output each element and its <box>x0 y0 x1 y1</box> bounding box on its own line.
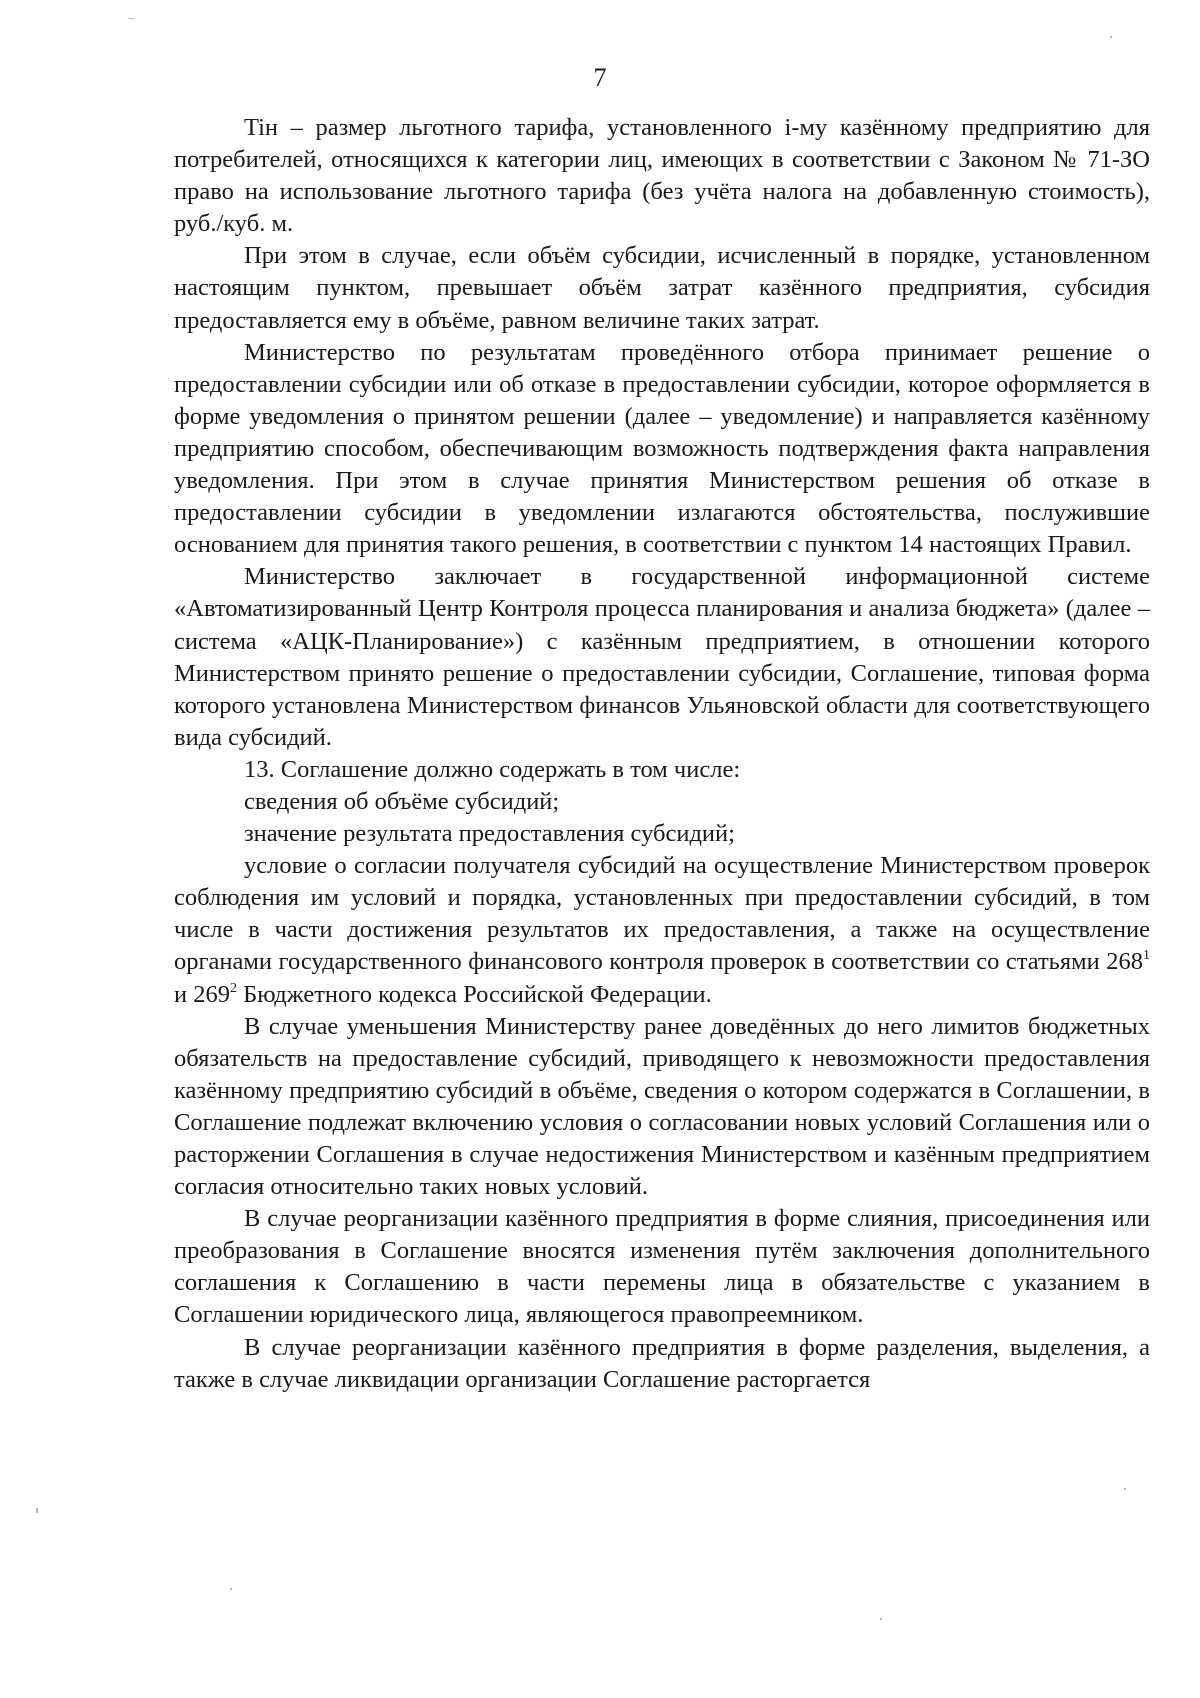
superscript-2: 2 <box>230 980 237 996</box>
list-item-consent-condition <box>174 850 1150 1010</box>
paragraph-tariff-definition: Tiн – размер льготного тарифа, установленного i-му казённому предприятию для потребителей, относящихся к категории лиц, имеющих в соответствии с Законом № 71-ЗО право на использование льготного тарифа (без учёта налога на добавленную стоимость), руб./куб. м. <box>174 114 1150 238</box>
paragraph-agreement-system: Министерство заключает в государственной информационной системе «Автоматизированный Центр Контроля процесса планирования и анализа бюджета» (далее – система «АЦК-Планирование») с казённым предприятием, в отношении которого Министерством принято решение о предоставлении субсидии, Соглашение, типовая форма которого установлена Министерством финансов Ульяновской области для соответствующего вида субсидий. <box>174 563 1150 751</box>
document-body <box>174 112 1150 1396</box>
scan-noise-mark <box>1124 1488 1126 1490</box>
scan-noise-mark <box>36 1508 38 1513</box>
paragraph-ministry-decision: Министерство по результатам проведённого отбора принимает решение о предоставлении субсидии или об отказе в предоставлении субсидии, которое оформляется в форме уведомления о принятом решении (далее – уведомление) и направляется казённому предприятию способом, обеспечивающим возможность подтверждения факта направления уведомления. При этом в случае принятия Министерством решения об отказе в предоставлении субсидии в уведомлении излагаются обстоятельства, послужившие основанием для принятия такого решения, в соответствии с пунктом 14 настоящих Правил. <box>174 338 1150 559</box>
consent-text-end: Бюджетного кодекса Российской Федерации. <box>237 980 712 1008</box>
paragraph-reorganization-merger: В случае реорганизации казённого предприятия в форме слияния, присоединения или преобразования в Соглашение вносятся изменения путём заключения дополнительного соглашения к Соглашению в части перемены лица в обязательстве с указанием в Соглашении юридического лица, являющегося правопреемником. <box>174 1205 1150 1329</box>
scan-noise-mark <box>128 18 134 19</box>
scan-noise-mark <box>230 1588 232 1590</box>
consent-text-start: условие о согласии получателя субсидий на осуществление Министерством проверок соблюдения им условий и порядка, установленных при предоставлении субсидий, в том числе в части достижения результатов их предоставления, а также на осуществление органами государственного финансового контроля проверок в соответствии со статьями 268 <box>174 852 1150 976</box>
paragraph-agreement-contents: 13. Соглашение должно содержать в том числе: <box>244 755 741 783</box>
page-number: 7 <box>593 63 607 92</box>
paragraph-subsidy-limit: При этом в случае, если объём субсидии, исчисленный в порядке, установленном настоящим пунктом, превышает объём затрат казённого предприятия, субсидия предоставляется ему в объёме, равном величине таких затрат. <box>174 242 1150 334</box>
superscript-1: 1 <box>1143 948 1150 964</box>
paragraph-limits-reduction: В случае уменьшения Министерству ранее доведённых до него лимитов бюджетных обязательств на предоставление субсидий, приводящего к невозможности предоставления казённому предприятию субсидий в объёме, сведения о котором содержатся в Соглашении, в Соглашение подлежат включению условия о согласовании новых условий Соглашения или о расторжении Соглашения в случае недостижения Министерством и казённым предприятием согласия относительно таких новых условий. <box>174 1012 1150 1201</box>
consent-text-middle: и 269 <box>174 980 230 1008</box>
scan-noise-mark <box>880 1618 882 1620</box>
list-item-subsidy-volume: сведения об объёме субсидий; <box>244 787 560 815</box>
scan-noise-mark <box>1110 36 1112 38</box>
paragraph-reorganization-division: В случае реорганизации казённого предприятия в форме разделения, выделения, а также в случае ликвидации организации Соглашение расторгается <box>174 1333 1150 1393</box>
list-item-result-value: значение результата предоставления субсидий; <box>244 820 735 848</box>
